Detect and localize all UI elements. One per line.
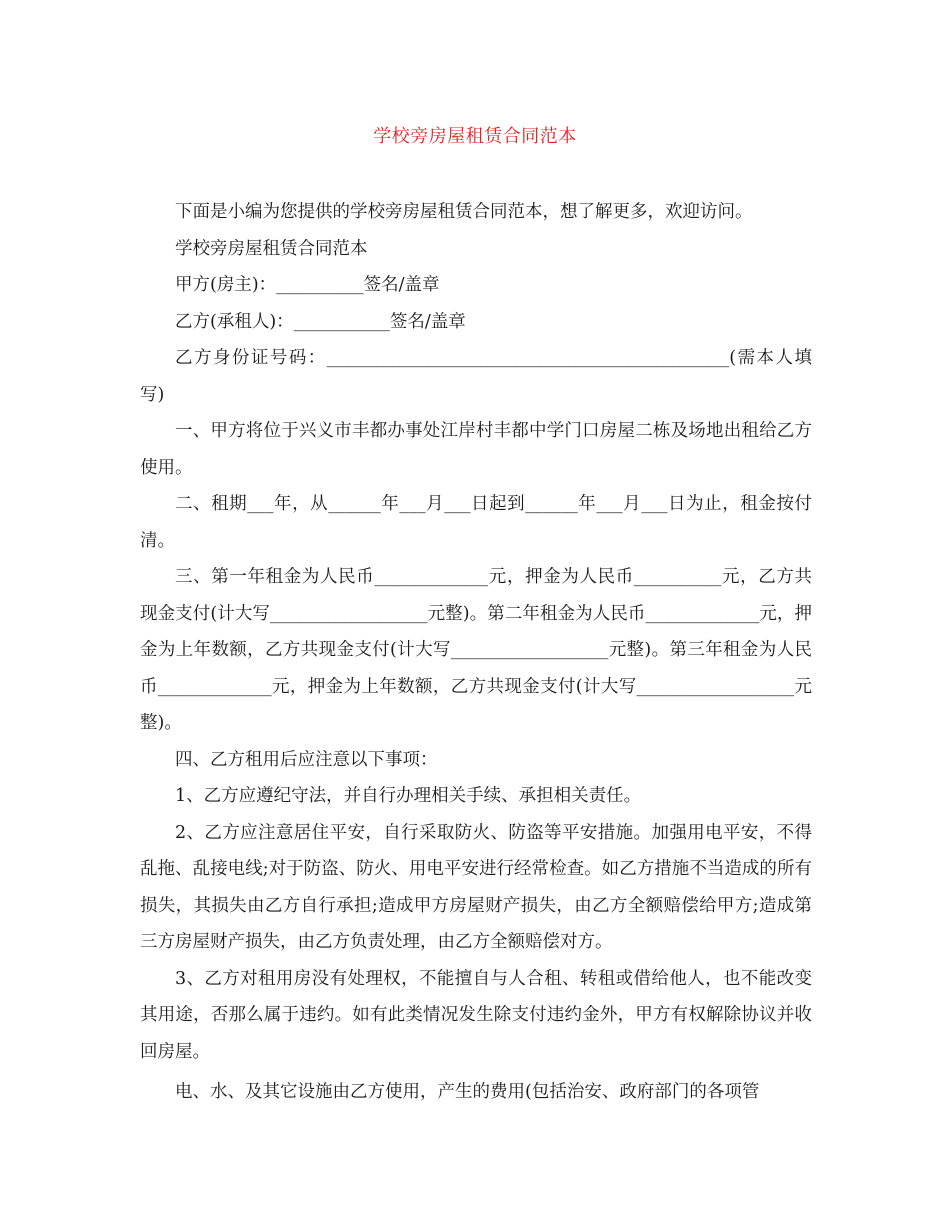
clause-1: 一、甲方将位于兴义市丰都办事处江岸村丰都中学门口房屋二栋及场地出租给乙方使用。	[140, 421, 812, 478]
document-body	[140, 194, 812, 1111]
clause-2: 二、租期___年，从______年___月___日起到______年___月___日为止，租金按付清。	[140, 494, 812, 551]
party-b-id-line: 乙方身份证号码：______________________________________________(需本人填写)	[140, 348, 812, 405]
document-title: 学校旁房屋租赁合同范本	[373, 126, 577, 147]
clause-4: 四、乙方租用后应注意以下事项：	[175, 749, 438, 770]
clause-4-item-3: 3、乙方对租用房没有处理权，不能擅自与人合租、转租或借给他人，也不能改变其用途，否那么属于违约。如有此类情况发生除支付违约金外，甲方有权解除协议并收回房屋。	[140, 968, 812, 1062]
contract-heading: 学校旁房屋租赁合同范本	[175, 238, 368, 259]
utilities-paragraph: 电、水、及其它设施由乙方使用，产生的费用(包括治安、政府部门的各项管	[175, 1082, 760, 1102]
clause-4-item-2: 2、乙方应注意居住平安，自行采取防火、防盗等平安措施。加强用电平安，不得乱拖、乱接电线;对于防盗、防火、用电平安进行经常检查。如乙方措施不当造成的所有损失，其损失由乙方自行承担;造成甲方房屋财产损失，由乙方全额赔偿给甲方;造成第三方房屋财产损失，由乙方负责处理，由乙方全额赔偿对方。	[140, 822, 812, 952]
party-b-line: 乙方(承租人)：___________签名/盖章	[175, 311, 466, 332]
clause-3: 三、第一年租金为人民币_____________元，押金为人民币__________元，乙方共现金支付(计大写__________________元整)。第二年租金为人民币_____________元，押金为上年数额，乙方共现金支付(计大写__________________元整)。第三年租金为人民币_____________元，押金为上年数额，乙方共现金支付(计大写__________________元整)。	[140, 567, 812, 733]
party-a-line: 甲方(房主)：__________签名/盖章	[175, 275, 440, 295]
clause-4-item-1: 1、乙方应遵纪守法，并自行办理相关手续、承担相关责任。	[175, 786, 642, 806]
intro-paragraph: 下面是小编为您提供的学校旁房屋租赁合同范本，想了解更多，欢迎访问。	[175, 202, 753, 222]
